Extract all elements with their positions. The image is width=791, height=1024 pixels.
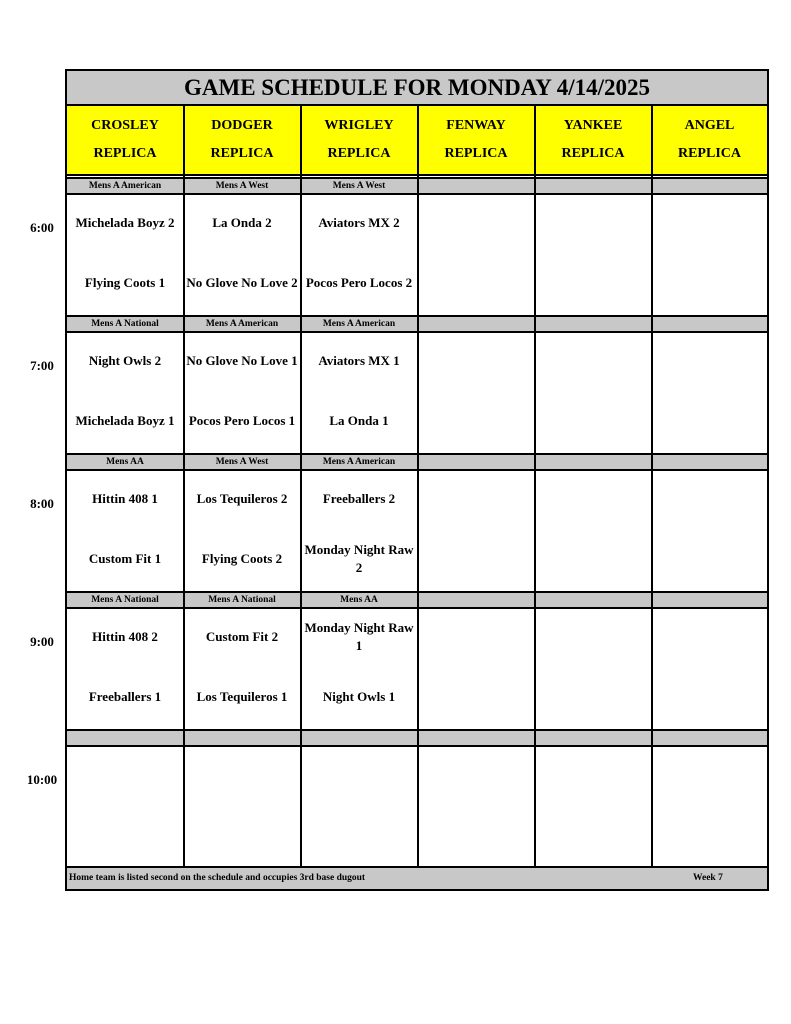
division-label: Mens AA: [106, 457, 144, 467]
game-cell: [301, 333, 417, 451]
home-team: [301, 815, 417, 855]
visiting-team: Hittin 408 2: [92, 629, 158, 644]
home-team: [535, 539, 651, 579]
division-label: [418, 179, 534, 193]
game-cell: [418, 747, 534, 865]
slot-time: 8:00: [30, 496, 54, 511]
visiting-team: [535, 755, 651, 795]
division-label: Mens A National: [208, 595, 276, 605]
visiting-team: [652, 617, 768, 657]
home-team: Monday Night Raw 2: [304, 542, 414, 575]
game-cell: [535, 333, 651, 451]
home-team: [418, 263, 534, 303]
home-team: [418, 539, 534, 579]
game-cell: [67, 471, 183, 589]
game-cell: [301, 195, 417, 313]
division-label: [535, 317, 651, 331]
home-team: Custom Fit 1: [88, 551, 162, 566]
game-cell: [535, 471, 651, 589]
visiting-team: Los Tequileros 2: [196, 491, 288, 506]
home-team: No Glove No Love 2: [186, 275, 298, 290]
schedule-table: [65, 69, 769, 891]
game-cell: [652, 609, 768, 727]
division-label: Mens A West: [215, 457, 269, 467]
visiting-team: Aviators MX 1: [318, 353, 400, 368]
column-divider: [183, 106, 185, 866]
column-divider: [417, 106, 419, 866]
home-team: [418, 815, 534, 855]
division-label: [652, 179, 768, 193]
home-team: [418, 677, 534, 717]
visiting-team: Hittin 408 1: [92, 491, 158, 506]
game-cell: [184, 609, 300, 727]
game-cell: [418, 471, 534, 589]
home-team: Night Owls 1: [322, 689, 396, 704]
field-name: WRIGLEY: [324, 118, 394, 133]
visiting-team: [535, 479, 651, 519]
home-team: Flying Coots 1: [84, 275, 166, 290]
home-team: [535, 815, 651, 855]
division-label: [652, 455, 768, 469]
visiting-team: Michelada Boyz 2: [75, 215, 175, 230]
home-team: Freeballers 1: [88, 689, 162, 704]
home-team: [652, 263, 768, 303]
field-header-angel: [652, 106, 767, 176]
game-cell: [184, 195, 300, 313]
game-cell: [535, 195, 651, 313]
field-header-fenway: [418, 106, 534, 176]
game-cell: [652, 195, 768, 313]
game-cell: [652, 333, 768, 451]
division-label: Mens A National: [91, 595, 159, 605]
division-label: [418, 731, 534, 745]
column-divider: [300, 106, 302, 866]
column-divider: [534, 106, 536, 866]
division-label: [418, 593, 534, 607]
division-label: [535, 455, 651, 469]
game-cell: [184, 747, 300, 865]
field-sub: REPLICA: [210, 146, 274, 161]
division-label: [184, 731, 300, 745]
division-label: Mens A American: [205, 319, 279, 329]
home-team: Flying Coots 2: [201, 551, 283, 566]
division-label: [535, 593, 651, 607]
schedule-footer: [67, 866, 767, 889]
division-label: [652, 731, 768, 745]
game-cell: [535, 609, 651, 727]
division-label: Mens A National: [91, 319, 159, 329]
game-cell: [652, 471, 768, 589]
game-cell: [652, 747, 768, 865]
visiting-team: [535, 203, 651, 243]
visiting-team: [67, 755, 183, 795]
division-label: [652, 593, 768, 607]
field-name: YANKEE: [563, 118, 623, 133]
slot-time: 7:00: [30, 358, 54, 373]
division-label: Mens AA: [340, 595, 378, 605]
home-team-note: Home team is listed second on the schedule and occupies 3rd base dugout: [69, 873, 366, 883]
division-label: [301, 731, 417, 745]
home-team: La Onda 1: [329, 413, 389, 428]
home-team: [652, 401, 768, 441]
visiting-team: Freeballers 2: [322, 491, 396, 506]
division-label: [418, 455, 534, 469]
field-name: DODGER: [211, 118, 273, 133]
visiting-team: [535, 617, 651, 657]
home-team: Michelada Boyz 1: [75, 413, 175, 428]
field-header-crosley: [67, 106, 183, 176]
home-team: [535, 401, 651, 441]
home-team: [652, 677, 768, 717]
division-label: Mens A American: [322, 457, 396, 467]
game-cell: [67, 195, 183, 313]
visiting-team: Custom Fit 2: [205, 629, 279, 644]
visiting-team: La Onda 2: [212, 215, 272, 230]
visiting-team: [418, 341, 534, 381]
home-team: [418, 401, 534, 441]
field-header-wrigley: [301, 106, 417, 176]
game-cell: [67, 747, 183, 865]
slot-time: 10:00: [26, 772, 58, 787]
home-team: [67, 815, 183, 855]
game-cell: [418, 609, 534, 727]
game-cell: [301, 471, 417, 589]
slot-time: 9:00: [30, 634, 54, 649]
division-label: Mens A West: [332, 181, 386, 191]
field-sub: REPLICA: [444, 146, 508, 161]
game-cell: [184, 333, 300, 451]
visiting-team: [418, 617, 534, 657]
game-cell: [67, 609, 183, 727]
game-cell: [535, 747, 651, 865]
visiting-team: [418, 479, 534, 519]
division-label: Mens A West: [215, 181, 269, 191]
field-name: FENWAY: [446, 118, 506, 133]
game-cell: [184, 471, 300, 589]
game-cell: [301, 609, 417, 727]
home-team: [184, 815, 300, 855]
visiting-team: [418, 755, 534, 795]
home-team: Pocos Pero Locos 1: [188, 413, 296, 428]
division-label: [535, 731, 651, 745]
visiting-team: [652, 341, 768, 381]
game-cell: [301, 747, 417, 865]
visiting-team: [535, 341, 651, 381]
visiting-team: [652, 479, 768, 519]
slot-time: 6:00: [30, 220, 54, 235]
field-sub: REPLICA: [327, 146, 391, 161]
home-team: [652, 815, 768, 855]
week-label: Week 7: [693, 873, 723, 883]
division-label: [535, 179, 651, 193]
schedule-title: GAME SCHEDULE FOR MONDAY 4/14/2025: [67, 71, 767, 106]
division-label: [67, 731, 183, 745]
visiting-team: Night Owls 2: [88, 353, 162, 368]
game-cell: [418, 195, 534, 313]
visiting-team: Monday Night Raw 1: [304, 620, 414, 653]
home-team: [535, 677, 651, 717]
field-header-yankee: [535, 106, 651, 176]
game-cell: [418, 333, 534, 451]
visiting-team: [184, 755, 300, 795]
home-team: [652, 539, 768, 579]
visiting-team: [301, 755, 417, 795]
home-team: Los Tequileros 1: [196, 689, 288, 704]
visiting-team: [652, 755, 768, 795]
division-label: [418, 317, 534, 331]
field-name: CROSLEY: [91, 118, 159, 133]
visiting-team: No Glove No Love 1: [186, 353, 298, 368]
visiting-team: Aviators MX 2: [318, 215, 400, 230]
field-name: ANGEL: [684, 118, 735, 133]
home-team: Pocos Pero Locos 2: [305, 275, 413, 290]
field-sub: REPLICA: [93, 146, 157, 161]
division-label: [652, 317, 768, 331]
division-label: Mens A American: [322, 319, 396, 329]
visiting-team: [418, 203, 534, 243]
division-label: Mens A American: [88, 181, 162, 191]
column-divider: [651, 106, 653, 866]
visiting-team: [652, 203, 768, 243]
field-sub: REPLICA: [561, 146, 625, 161]
field-header-dodger: [184, 106, 300, 176]
field-sub: REPLICA: [677, 146, 741, 161]
game-cell: [67, 333, 183, 451]
home-team: [535, 263, 651, 303]
